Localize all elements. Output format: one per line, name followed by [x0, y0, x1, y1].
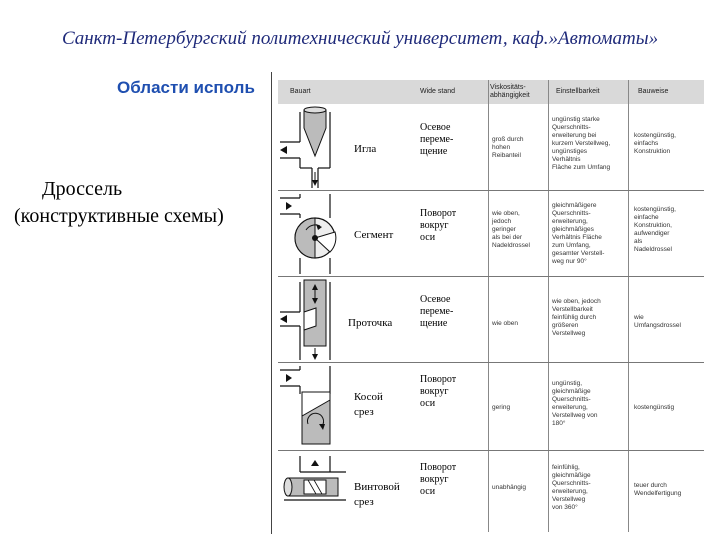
needle-throttle-schematic [278, 106, 354, 190]
row-5-movement: Поворот вокруг оси [420, 462, 457, 497]
row-divider [278, 276, 704, 277]
row-3-movement: Осевое переме- щение [420, 294, 454, 329]
row-1-resistance: groß durch hohen Reibanteil [492, 136, 524, 159]
row-5-adjustability: feinfühlig, gleichmäßige Querschnitts- erweiterung, Verstellweg von 360° [552, 464, 591, 511]
row-2-resistance: wie oben, jedoch geringer als bei der Nadeldrossel [492, 210, 530, 249]
segment-throttle-schematic [278, 192, 354, 276]
row-5-name: Винтовой срез [354, 481, 400, 508]
column-header-widerstand: Wide stand [420, 88, 456, 95]
table-header [278, 80, 704, 104]
row-4-name: Косой срез [354, 391, 383, 418]
row-3-adjustability: wie oben, jedoch Verstellbarkeit feinfühlig durch größeren Verstellweg [552, 298, 601, 337]
column-header-design: Bauweise [638, 88, 669, 95]
row-divider [278, 190, 704, 191]
left-title [14, 176, 224, 230]
throttle-table [271, 72, 710, 534]
column-divider [548, 80, 549, 532]
row-5-resistance: unabhängig [492, 484, 526, 491]
row-4-resistance: gering [492, 404, 511, 411]
column-divider [628, 80, 629, 532]
column-header-adjustability: Einstellbarkeit [556, 88, 600, 95]
row-2-movement: Поворот вокруг оси [420, 208, 457, 243]
helical-cut-throttle-schematic [278, 452, 354, 532]
row-5-design: teuer durch Wendelfertigung [634, 482, 682, 497]
row-2-adjustability: gleichmäßigere Querschnitts- erweiterung, gleichmäßiges Verhältnis Fläche zum Umfang, gesamter Verstell- weg nur 90° [552, 202, 605, 265]
row-1-movement: Осевое переме- щение [420, 122, 454, 157]
row-1-design: kostengünstig, einfachs Konstruktion [634, 132, 676, 155]
oblique-cut-throttle-schematic [278, 364, 354, 450]
row-3-design: wie Umfangsdrossel [634, 314, 681, 329]
left-title-line-2: (конструктивные схемы) [14, 205, 224, 227]
column-divider [488, 80, 489, 532]
row-divider [278, 362, 704, 363]
column-header-viscosity: Viskositäts-abhängigkeit [490, 84, 530, 99]
column-header-bauart: Bauart [290, 88, 311, 95]
row-1-name: Игла [354, 143, 377, 155]
row-4-movement: Поворот вокруг оси [420, 374, 457, 409]
row-4-adjustability: ungünstig, gleichmäßige Querschnitts- erweiterung, Verstellweg von 180° [552, 380, 598, 427]
left-title-line-1: Дроссель [42, 178, 123, 200]
row-1-adjustability: ungünstig starke Querschnitts- erweiterung bei kurzem Verstellweg, ungünstiges Verhältnis Fläche zum Umfang [552, 116, 611, 171]
row-2-name: Сегмент [354, 229, 394, 241]
row-4-design: kostengünstig [634, 404, 675, 411]
slide-header: Санкт-Петербургский политехнический университет, каф.»Автоматы» [61, 28, 659, 49]
row-divider [278, 450, 704, 451]
row-2-design: kostengünstig, einfache Konstruktion, aufwendiger als Nadeldrossel [634, 206, 676, 253]
slide-subtitle: Области исполь [117, 78, 255, 97]
row-3-name: Проточка [348, 317, 393, 329]
groove-throttle-schematic [278, 278, 354, 362]
row-3-resistance: wie oben [492, 320, 519, 327]
